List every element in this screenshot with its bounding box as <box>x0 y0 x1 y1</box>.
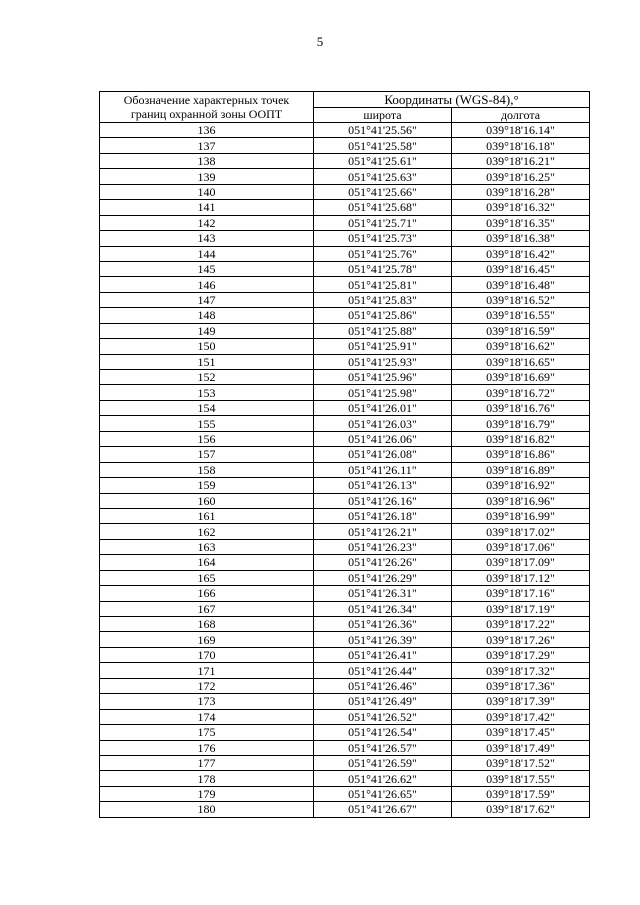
latitude-cell: 051°41'25.61" <box>314 153 452 168</box>
longitude-cell: 039°18'17.09" <box>452 555 590 570</box>
point-cell: 178 <box>100 771 314 786</box>
latitude-cell: 051°41'26.44" <box>314 663 452 678</box>
table-row <box>100 508 590 523</box>
point-cell: 141 <box>100 200 314 215</box>
longitude-cell: 039°18'17.62" <box>452 802 590 817</box>
latitude-cell: 051°41'26.67" <box>314 802 452 817</box>
latitude-cell: 051°41'25.63" <box>314 169 452 184</box>
longitude-cell: 039°18'17.06" <box>452 539 590 554</box>
table-row <box>100 755 590 770</box>
longitude-cell: 039°18'16.52" <box>452 292 590 307</box>
latitude-cell: 051°41'25.78" <box>314 261 452 276</box>
table-row <box>100 261 590 276</box>
latitude-cell: 051°41'26.49" <box>314 694 452 709</box>
longitude-cell: 039°18'17.19" <box>452 601 590 616</box>
latitude-cell: 051°41'25.66" <box>314 184 452 199</box>
longitude-cell: 039°18'16.76" <box>452 400 590 415</box>
latitude-cell: 051°41'25.91" <box>314 339 452 354</box>
longitude-cell: 039°18'16.69" <box>452 370 590 385</box>
latitude-cell: 051°41'25.93" <box>314 354 452 369</box>
table-row <box>100 478 590 493</box>
table-row <box>100 555 590 570</box>
latitude-cell: 051°41'26.08" <box>314 447 452 462</box>
latitude-cell: 051°41'25.58" <box>314 138 452 153</box>
latitude-cell: 051°41'26.03" <box>314 416 452 431</box>
longitude-cell: 039°18'16.28" <box>452 184 590 199</box>
table-row <box>100 416 590 431</box>
point-cell: 156 <box>100 431 314 446</box>
latitude-cell: 051°41'26.31" <box>314 586 452 601</box>
table-row <box>100 215 590 230</box>
point-cell: 163 <box>100 539 314 554</box>
point-cell: 167 <box>100 601 314 616</box>
latitude-cell: 051°41'26.41" <box>314 647 452 662</box>
longitude-cell: 039°18'17.02" <box>452 524 590 539</box>
table-row <box>100 123 590 138</box>
table-row <box>100 617 590 632</box>
table-row <box>100 709 590 724</box>
table-row <box>100 277 590 292</box>
point-cell: 147 <box>100 292 314 307</box>
longitude-header: долгота <box>452 108 590 123</box>
point-cell: 154 <box>100 400 314 415</box>
point-cell: 158 <box>100 462 314 477</box>
point-cell: 168 <box>100 617 314 632</box>
longitude-cell: 039°18'16.59" <box>452 323 590 338</box>
point-designation-header-line1: Обозначение характерных точек <box>123 93 290 107</box>
point-cell: 177 <box>100 755 314 770</box>
point-cell: 172 <box>100 678 314 693</box>
table-row <box>100 462 590 477</box>
point-cell: 176 <box>100 740 314 755</box>
longitude-cell: 039°18'16.25" <box>452 169 590 184</box>
longitude-cell: 039°18'17.36" <box>452 678 590 693</box>
table-row <box>100 493 590 508</box>
longitude-cell: 039°18'17.26" <box>452 632 590 647</box>
table-row <box>100 725 590 740</box>
point-cell: 170 <box>100 647 314 662</box>
point-cell: 160 <box>100 493 314 508</box>
longitude-cell: 039°18'17.49" <box>452 740 590 755</box>
point-cell: 150 <box>100 339 314 354</box>
point-cell: 175 <box>100 725 314 740</box>
point-cell: 138 <box>100 153 314 168</box>
point-cell: 169 <box>100 632 314 647</box>
latitude-cell: 051°41'26.65" <box>314 786 452 801</box>
latitude-cell: 051°41'26.21" <box>314 524 452 539</box>
longitude-cell: 039°18'16.72" <box>452 385 590 400</box>
longitude-cell: 039°18'16.79" <box>452 416 590 431</box>
table-row <box>100 663 590 678</box>
point-cell: 137 <box>100 138 314 153</box>
table-row <box>100 339 590 354</box>
point-cell: 151 <box>100 354 314 369</box>
latitude-cell: 051°41'25.76" <box>314 246 452 261</box>
longitude-cell: 039°18'16.96" <box>452 493 590 508</box>
latitude-cell: 051°41'26.23" <box>314 539 452 554</box>
table-row <box>100 539 590 554</box>
page-number: 5 <box>316 34 324 49</box>
latitude-cell: 051°41'26.16" <box>314 493 452 508</box>
latitude-cell: 051°41'26.11" <box>314 462 452 477</box>
table-row <box>100 694 590 709</box>
longitude-cell: 039°18'16.55" <box>452 308 590 323</box>
point-cell: 153 <box>100 385 314 400</box>
point-cell: 162 <box>100 524 314 539</box>
point-cell: 152 <box>100 370 314 385</box>
table-row <box>100 802 590 817</box>
table-row <box>100 169 590 184</box>
table-row <box>100 632 590 647</box>
longitude-cell: 039°18'17.16" <box>452 586 590 601</box>
longitude-cell: 039°18'16.65" <box>452 354 590 369</box>
longitude-cell: 039°18'16.42" <box>452 246 590 261</box>
point-cell: 165 <box>100 570 314 585</box>
latitude-cell: 051°41'26.57" <box>314 740 452 755</box>
latitude-cell: 051°41'25.86" <box>314 308 452 323</box>
point-cell: 136 <box>100 123 314 138</box>
longitude-cell: 039°18'17.22" <box>452 617 590 632</box>
table-row <box>100 400 590 415</box>
point-cell: 161 <box>100 508 314 523</box>
point-cell: 166 <box>100 586 314 601</box>
point-cell: 146 <box>100 277 314 292</box>
table-row <box>100 601 590 616</box>
longitude-cell: 039°18'16.38" <box>452 231 590 246</box>
longitude-cell: 039°18'17.52" <box>452 755 590 770</box>
longitude-cell: 039°18'17.45" <box>452 725 590 740</box>
point-designation-header <box>100 92 314 123</box>
table-row <box>100 184 590 199</box>
latitude-header: широта <box>314 108 452 123</box>
latitude-cell: 051°41'25.98" <box>314 385 452 400</box>
coordinates-header: Координаты (WGS-84),° <box>314 92 590 108</box>
table-row <box>100 740 590 755</box>
table-row <box>100 308 590 323</box>
latitude-cell: 051°41'25.83" <box>314 292 452 307</box>
longitude-cell: 039°18'17.32" <box>452 663 590 678</box>
table-row <box>100 231 590 246</box>
latitude-cell: 051°41'26.34" <box>314 601 452 616</box>
point-cell: 148 <box>100 308 314 323</box>
longitude-cell: 039°18'16.86" <box>452 447 590 462</box>
longitude-cell: 039°18'16.18" <box>452 138 590 153</box>
latitude-cell: 051°41'26.36" <box>314 617 452 632</box>
latitude-cell: 051°41'26.39" <box>314 632 452 647</box>
table-row <box>100 786 590 801</box>
longitude-cell: 039°18'16.62" <box>452 339 590 354</box>
point-cell: 164 <box>100 555 314 570</box>
longitude-cell: 039°18'17.42" <box>452 709 590 724</box>
point-cell: 149 <box>100 323 314 338</box>
table-row <box>100 447 590 462</box>
longitude-cell: 039°18'17.12" <box>452 570 590 585</box>
coordinates-table <box>99 91 590 818</box>
table-header <box>100 92 590 123</box>
longitude-cell: 039°18'17.29" <box>452 647 590 662</box>
table-row <box>100 385 590 400</box>
latitude-cell: 051°41'26.59" <box>314 755 452 770</box>
latitude-cell: 051°41'26.01" <box>314 400 452 415</box>
longitude-cell: 039°18'16.21" <box>452 153 590 168</box>
longitude-cell: 039°18'17.59" <box>452 786 590 801</box>
point-cell: 145 <box>100 261 314 276</box>
longitude-cell: 039°18'17.39" <box>452 694 590 709</box>
table-row <box>100 246 590 261</box>
table-row <box>100 323 590 338</box>
table-row <box>100 524 590 539</box>
table-row <box>100 370 590 385</box>
latitude-cell: 051°41'26.18" <box>314 508 452 523</box>
latitude-cell: 051°41'26.46" <box>314 678 452 693</box>
point-cell: 142 <box>100 215 314 230</box>
latitude-cell: 051°41'25.96" <box>314 370 452 385</box>
latitude-cell: 051°41'26.26" <box>314 555 452 570</box>
longitude-cell: 039°18'16.89" <box>452 462 590 477</box>
table-row <box>100 292 590 307</box>
longitude-cell: 039°18'16.45" <box>452 261 590 276</box>
point-cell: 180 <box>100 802 314 817</box>
longitude-cell: 039°18'16.32" <box>452 200 590 215</box>
table-row <box>100 771 590 786</box>
table-row <box>100 200 590 215</box>
latitude-cell: 051°41'25.73" <box>314 231 452 246</box>
longitude-cell: 039°18'17.55" <box>452 771 590 786</box>
latitude-cell: 051°41'26.13" <box>314 478 452 493</box>
latitude-cell: 051°41'26.54" <box>314 725 452 740</box>
latitude-cell: 051°41'25.71" <box>314 215 452 230</box>
point-designation-header-line2: границ охранной зоны ООПТ <box>130 107 283 121</box>
longitude-cell: 039°18'16.82" <box>452 431 590 446</box>
point-cell: 157 <box>100 447 314 462</box>
table-row <box>100 138 590 153</box>
latitude-cell: 051°41'25.56" <box>314 123 452 138</box>
latitude-cell: 051°41'25.81" <box>314 277 452 292</box>
longitude-cell: 039°18'16.35" <box>452 215 590 230</box>
point-cell: 139 <box>100 169 314 184</box>
latitude-cell: 051°41'26.29" <box>314 570 452 585</box>
point-cell: 171 <box>100 663 314 678</box>
table-row <box>100 431 590 446</box>
point-cell: 179 <box>100 786 314 801</box>
point-cell: 144 <box>100 246 314 261</box>
table-row <box>100 153 590 168</box>
table-body <box>100 123 590 818</box>
latitude-cell: 051°41'25.68" <box>314 200 452 215</box>
table-row <box>100 647 590 662</box>
point-cell: 143 <box>100 231 314 246</box>
latitude-cell: 051°41'25.88" <box>314 323 452 338</box>
latitude-cell: 051°41'26.06" <box>314 431 452 446</box>
point-cell: 159 <box>100 478 314 493</box>
point-cell: 155 <box>100 416 314 431</box>
latitude-cell: 051°41'26.62" <box>314 771 452 786</box>
point-cell: 173 <box>100 694 314 709</box>
latitude-cell: 051°41'26.52" <box>314 709 452 724</box>
point-cell: 140 <box>100 184 314 199</box>
table-row <box>100 678 590 693</box>
longitude-cell: 039°18'16.92" <box>452 478 590 493</box>
longitude-cell: 039°18'16.48" <box>452 277 590 292</box>
table-row <box>100 586 590 601</box>
point-cell: 174 <box>100 709 314 724</box>
table-row <box>100 354 590 369</box>
longitude-cell: 039°18'16.14" <box>452 123 590 138</box>
longitude-cell: 039°18'16.99" <box>452 508 590 523</box>
table-row <box>100 570 590 585</box>
